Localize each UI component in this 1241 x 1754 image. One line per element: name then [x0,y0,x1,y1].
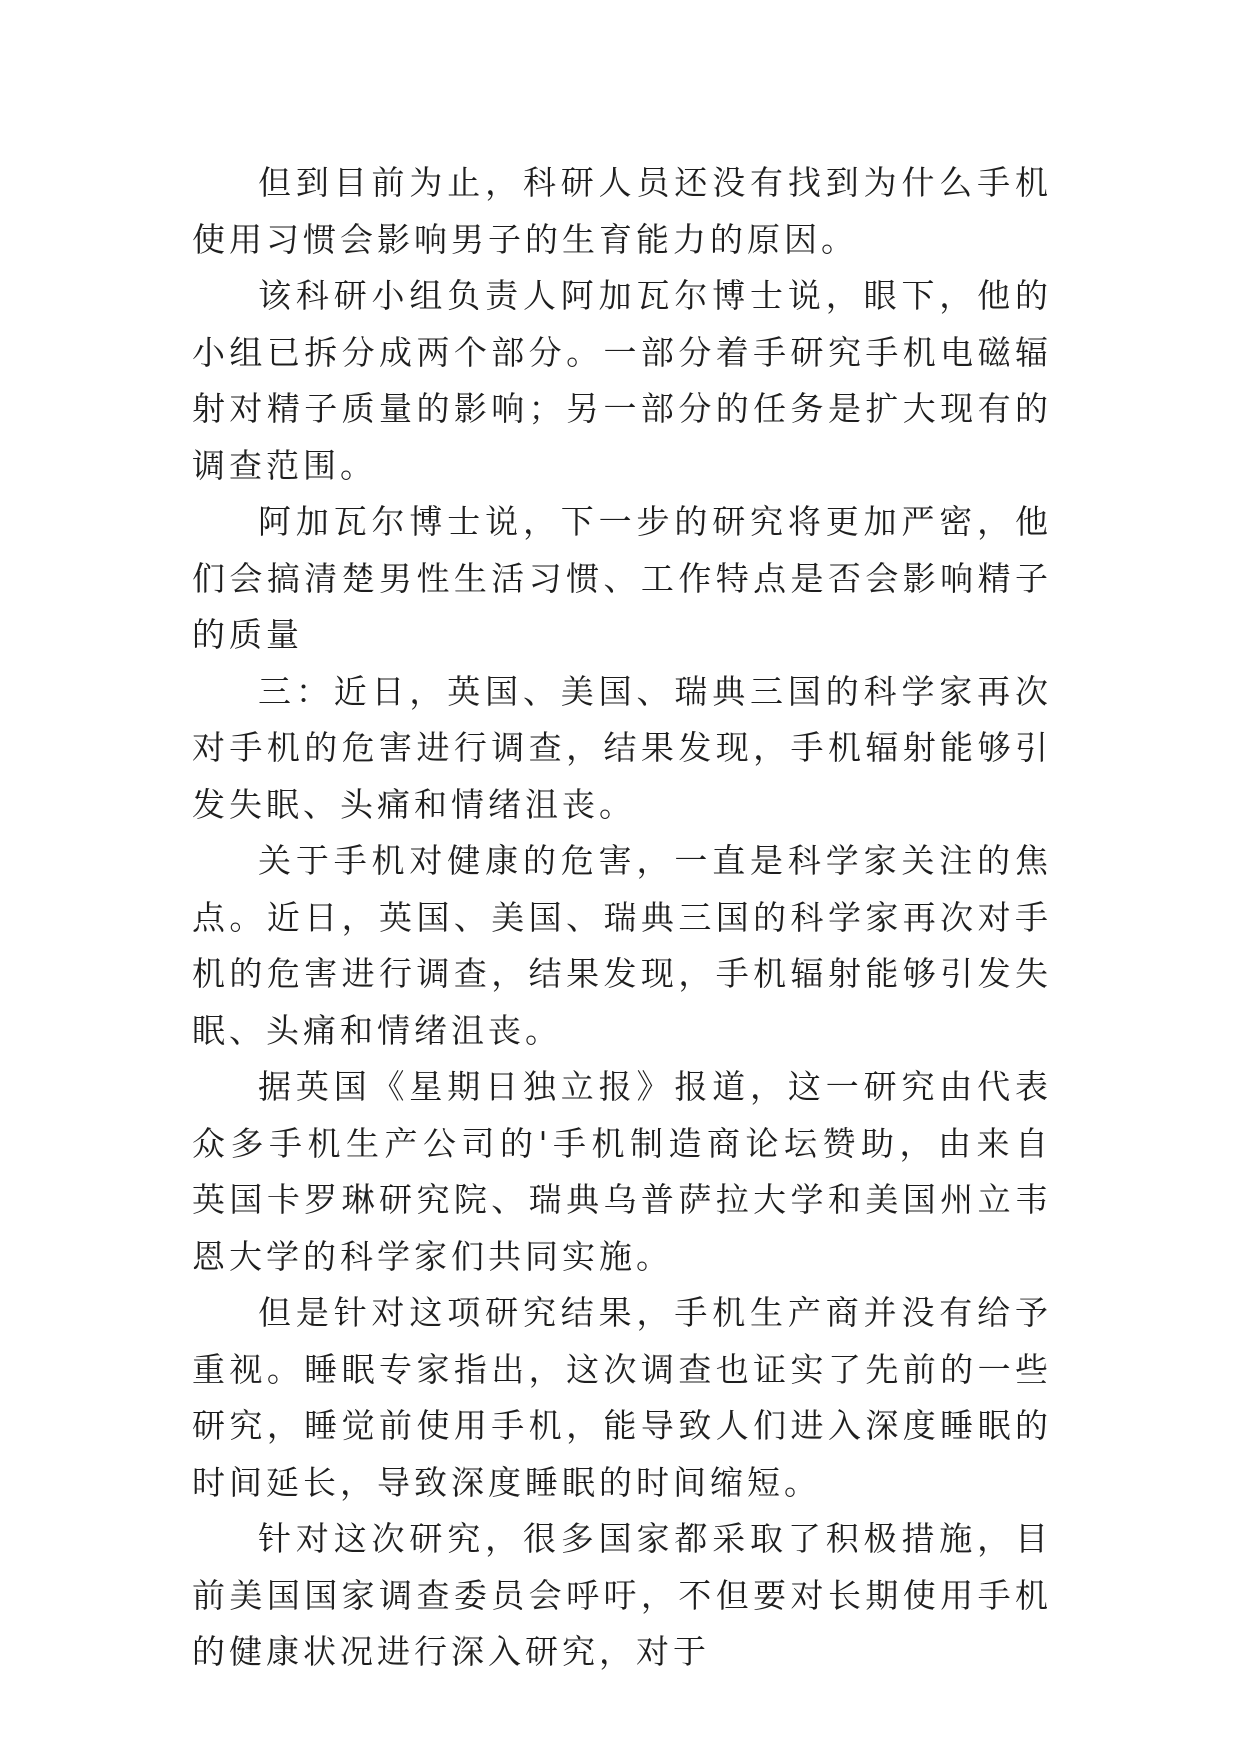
paragraph: 但到目前为止，科研人员还没有找到为什么手机使用习惯会影响男子的生育能力的原因。 [192,163,1052,259]
paragraph: 针对这次研究，很多国家都采取了积极措施，目前美国国家调查委员会呼吁，不但要对长期使用手机的健康状况进行深入研究，对于 [192,1519,1052,1671]
paragraph: 三：近日，英国、美国、瑞典三国的科学家再次对手机的危害进行调查，结果发现，手机辐射能够引发失眠、头痛和情绪沮丧。 [192,671,1052,824]
document-body [192,155,1052,1681]
paragraph: 关于手机对健康的危害，一直是科学家关注的焦点。近日，英国、美国、瑞典三国的科学家再次对手机的危害进行调查，结果发现，手机辐射能够引发失眠、头痛和情绪沮丧。 [192,841,1052,1050]
paragraph: 但是针对这项研究结果，手机生产商并没有给予重视。睡眠专家指出，这次调查也证实了先前的一些研究，睡觉前使用手机，能导致人们进入深度睡眠的时间延长，导致深度睡眠的时间缩短。 [192,1293,1052,1502]
paragraph: 据英国《星期日独立报》报道，这一研究由代表众多手机生产公司的'手机制造商论坛赞助，由来自英国卡罗琳研究院、瑞典乌普萨拉大学和美国州立韦恩大学的科学家们共同实施。 [192,1067,1052,1276]
paragraph: 该科研小组负责人阿加瓦尔博士说，眼下，他的小组已拆分成两个部分。一部分着手研究手机电磁辐射对精子质量的影响；另一部分的任务是扩大现有的调查范围。 [192,276,1052,485]
paragraph: 阿加瓦尔博士说，下一步的研究将更加严密，他们会搞清楚男性生活习惯、工作特点是否会影响精子的质量 [192,502,1052,654]
